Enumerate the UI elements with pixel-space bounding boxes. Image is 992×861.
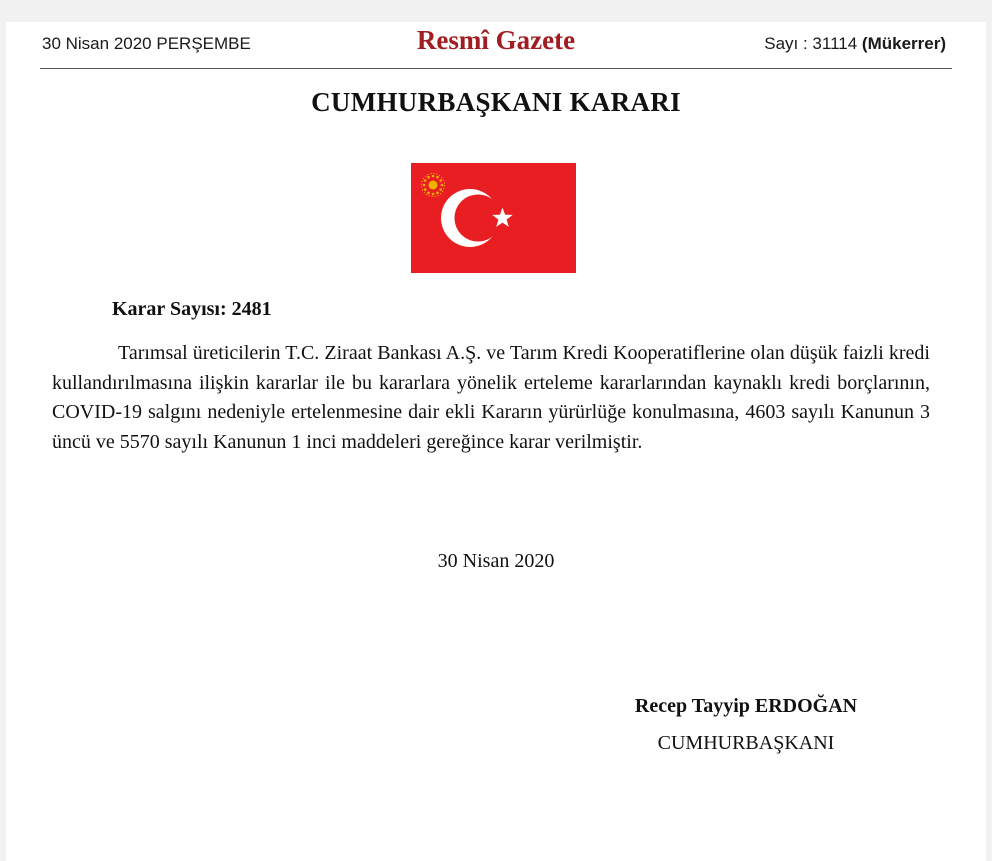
header-divider: [40, 68, 952, 69]
decision-number: Karar Sayısı: 2481: [112, 298, 272, 320]
document-type-title: CUMHURBAŞKANI KARARI: [311, 87, 681, 117]
signatory-title: CUMHURBAŞKANI: [657, 732, 835, 754]
header-date: 30 Nisan 2020 PERŞEMBE: [42, 34, 251, 53]
issue-number: [764, 34, 946, 54]
document-page: [6, 22, 986, 861]
signatory-name: Recep Tayyip ERDOĞAN: [634, 695, 858, 717]
decision-body-text: Tarımsal üreticilerin T.C. Ziraat Bankası A.Ş. ve Tarım Kredi Kooperatiflerine olan düşük faizli kredi kullandırılmasına ilişkin kararlar ile bu kararlara yönelik erteleme kararlarından kaynaklı kredi borçlarının, COVID-19 salgını nedeniyle ertelenmesine dair ekli Kararın yürürlüğe konulmasına, 4603 sayılı Kanunun 3 üncü ve 5570 sayılı Kanunun 1 inci maddeleri gereğince karar verilmiştir.: [52, 342, 930, 453]
turkish-flag-emblem: [411, 163, 576, 273]
gazette-title: Resmî Gazete: [416, 25, 576, 55]
issue-suffix: (Mükerrer): [861, 34, 946, 53]
issue-prefix: Sayı : 31114: [764, 34, 862, 53]
decision-date: 30 Nisan 2020: [437, 550, 555, 572]
